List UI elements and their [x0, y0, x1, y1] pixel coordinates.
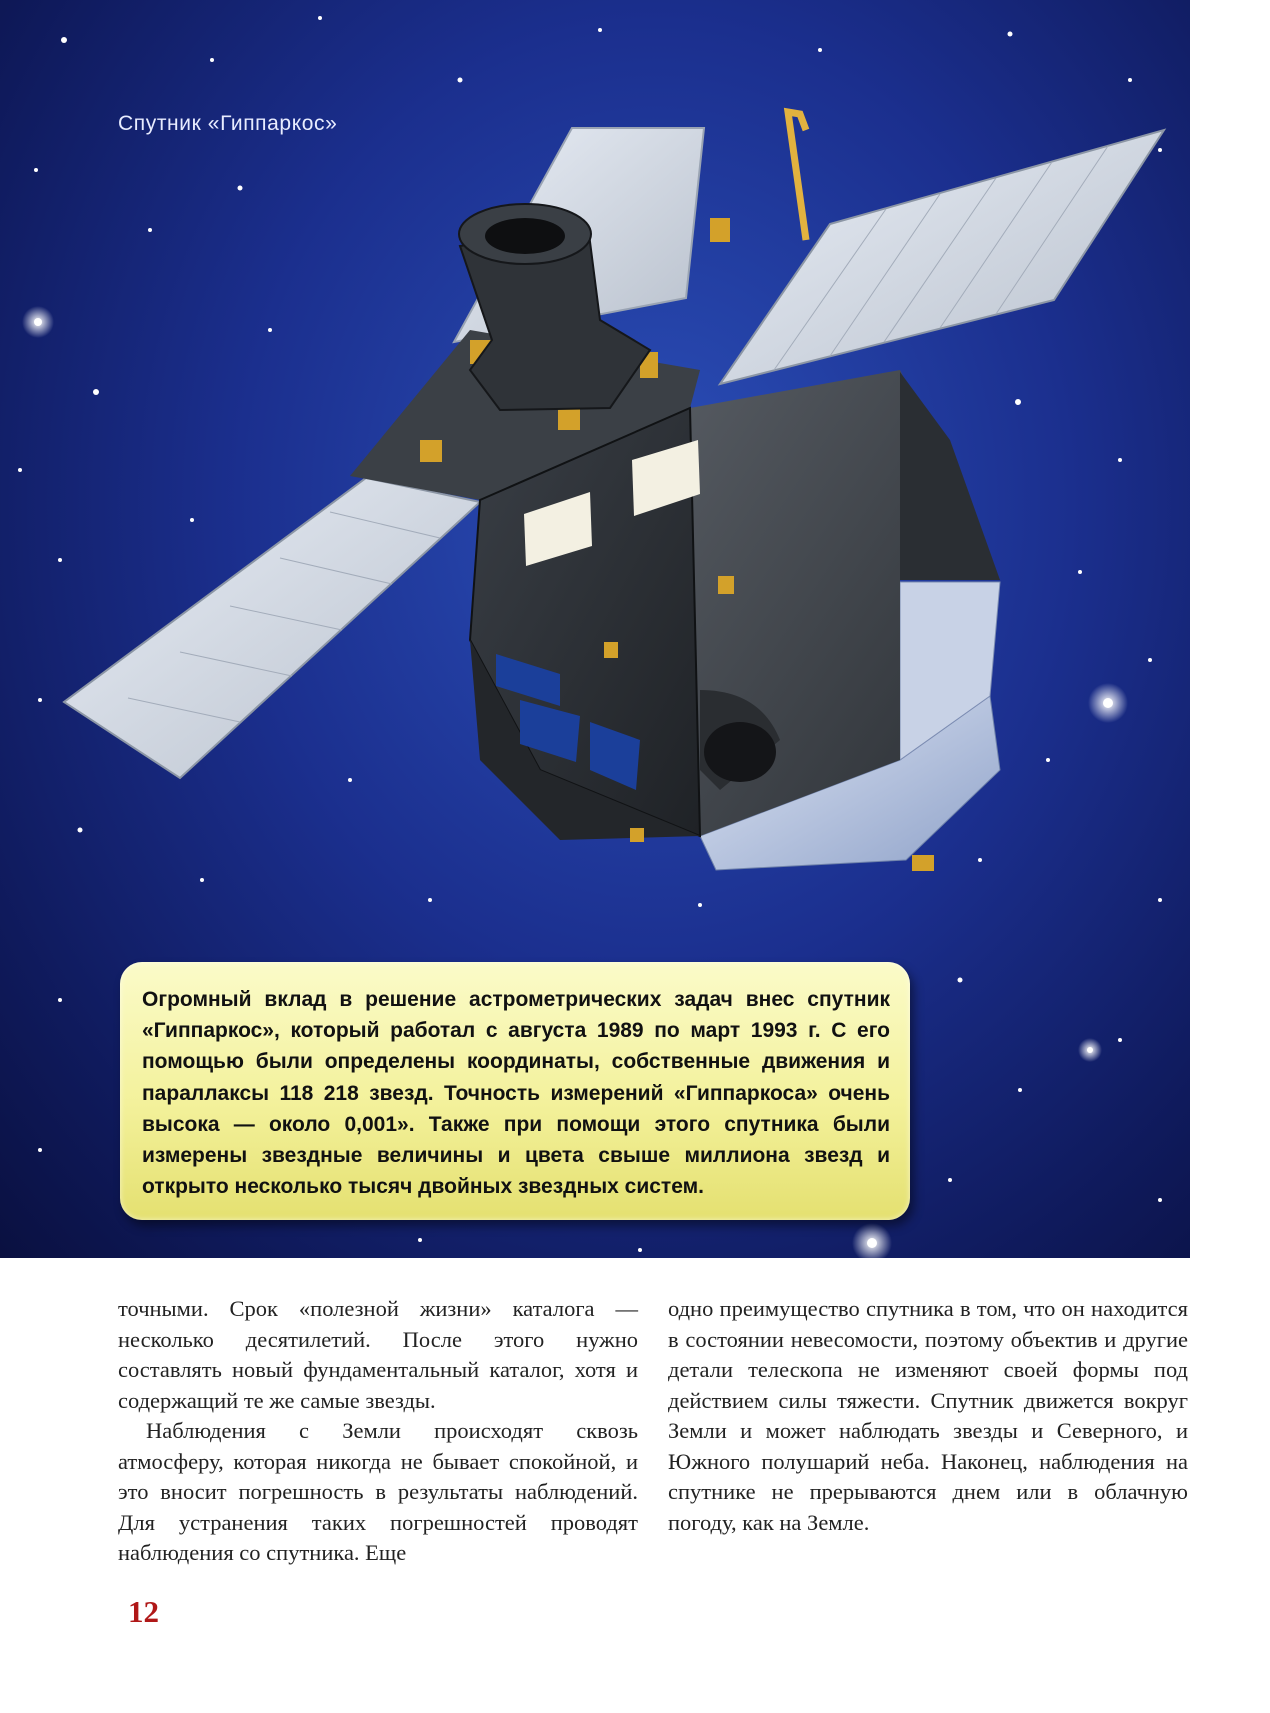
info-box — [120, 962, 910, 1220]
left-paragraph-2: Наблюдения с Земли происходят сквозь атмосферу, которая никогда не бывает спокойной, и это вносит погрешность в результаты наблюдений. Для устранения таких погрешностей проводят наблюдения со спутника. Еще — [118, 1418, 638, 1565]
satellite — [64, 112, 1164, 871]
left-paragraph-1: точными. Срок «полезной жизни» каталога — несколько десятилетий. После этого нужно составлять новый фундаментальный каталог, хотя и содержащий те же самые звезды. — [118, 1296, 638, 1413]
left-column — [118, 1294, 638, 1569]
photo-caption: Спутник «Гиппаркос» — [118, 112, 338, 135]
right-paragraph-1: одно преимущество спутника в том, что он находится в состоянии невесомости, поэтому объектив и другие детали телескопа не изменяют своей формы под действием силы тяжести. Спутник движется вокруг Земли и может наблюдать звезды и Северного, и Южного полушарий неба. Наконец, наблюдения на спутнике не прерываются днем или в облачную погоду, как на Земле. — [668, 1296, 1188, 1535]
page-number: 12 — [128, 1594, 159, 1629]
right-column — [668, 1294, 1188, 1538]
info-box-text: Огромный вклад в решение астрометрических задач внес спутник «Гиппаркос», который работал с августа 1989 по март 1993 г. С его помощью были определены координаты, собственные движения и параллаксы 118 218 звезд. Точность измерений «Гиппаркоса» очень высока — около 0,001». Также при помощи этого спутника были измерены звездные величины и цвета свыше миллиона звезд и открыто несколько тысяч двойных звездных систем. — [142, 988, 890, 1199]
